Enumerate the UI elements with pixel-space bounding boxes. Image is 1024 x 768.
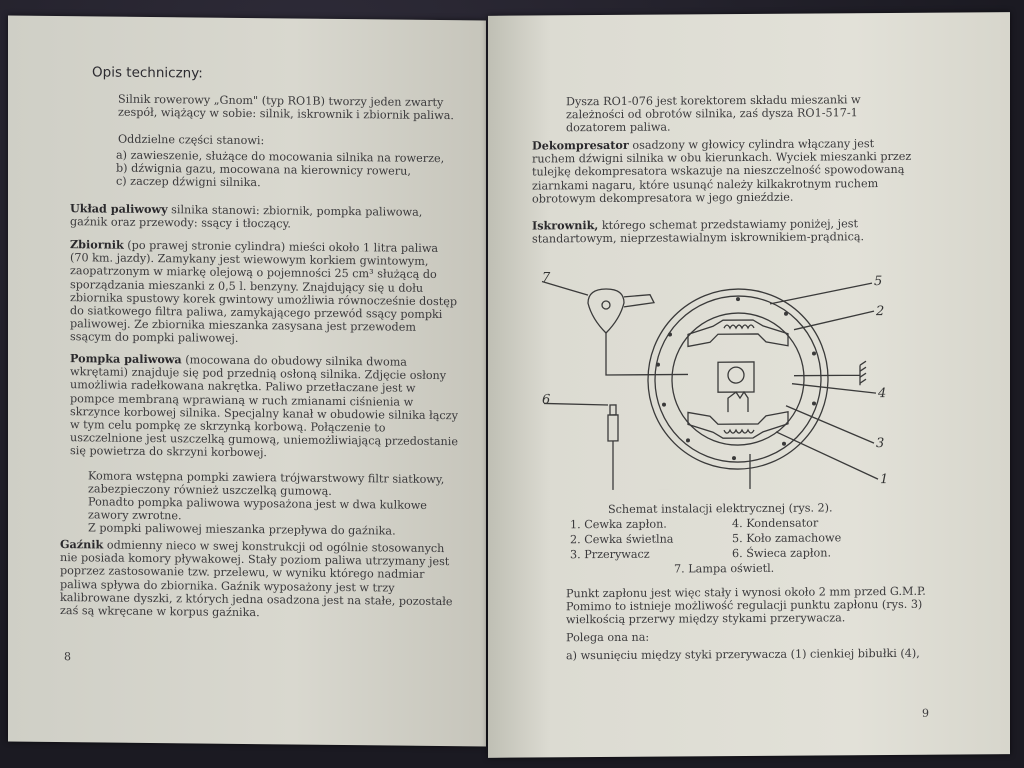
carburetor-text: odmienny nieco w swej konstrukcji od ogólnie stosowanych nie posiada komory pływakowej. Stały poziom paliwa utrzymany jest poprzez zastosowanie tzw. przelewu, w wyniku którego nadmiar paliwa spływa do zbiornika. Gaźnik wyposażony jest w trzy kalibrowane dyszki, z których jedna osadzona jest na stałe, pozostałe zaś są wkręcane w korpus gaźnika.: [60, 538, 453, 620]
page-heading: Opis techniczny:: [92, 64, 203, 82]
ground-symbol: [860, 361, 866, 383]
flywheel-outer: [648, 288, 828, 469]
pump-paragraph: [70, 352, 460, 462]
wiring-diagram: [538, 253, 918, 491]
leader-5: [770, 283, 872, 304]
legend-item: 4. Kondensator: [732, 516, 819, 531]
legend-item: 3. Przerywacz: [570, 547, 650, 562]
fuel-system-paragraph: [70, 202, 460, 232]
leader-6: [544, 403, 608, 405]
upper-coil-winding: [724, 325, 754, 328]
pump-term: Pompka paliwowa: [70, 351, 182, 367]
diagram-label-1: 1: [880, 472, 889, 488]
legend-item: 7. Lampa oświetl.: [674, 561, 775, 576]
left-page: [8, 15, 486, 746]
magneto-paragraph: [532, 217, 922, 246]
diagram-label-4: 4: [878, 386, 887, 402]
diagram-label-6: 6: [542, 392, 551, 408]
cam-shaft: [728, 367, 744, 383]
method-a: a) wsunięciu między styki przerywacza (1) cienkiej bibułki (4),: [566, 646, 920, 663]
tank-paragraph: [70, 238, 460, 348]
legend-item: 6. Świeca zapłon.: [732, 546, 832, 561]
pump-text: (mocowana do obudowy silnika dwoma wkrętami) znajduje się pod przednią osłoną silnika. Zdjęcie osłony umożliwia radełkowana nakrętka. Paliwo przetłaczane jest w pompce membraną wprawianą w ruch zmianami ciśnienia w skrzynce korbowej silnika. Specjalny kanał w obudowie silnika łączy w tym celu pompkę ze skrzynką korbową. Połączenie to uszczelnione jest uszczelką gumową, uniemożliwiającą przedostanie się powietrza do skrzyni korbowej.: [70, 353, 458, 460]
pump-flow-text: Z pompki paliwowej mieszanka przepływa do gaźnika.: [88, 521, 396, 538]
page-number-left: 8: [64, 650, 71, 664]
page-number-right: 9: [922, 706, 929, 720]
right-page: [488, 12, 1010, 758]
legend-item: 5. Koło zamachowe: [732, 531, 842, 546]
legend-item: 1. Cewka zapłon.: [570, 517, 667, 532]
magneto-term: Iskrownik,: [532, 218, 599, 233]
lamp-bracket: [624, 295, 654, 307]
list-item: b) dźwignia gazu, mocowana na kierownicy roweru,: [116, 161, 411, 178]
tank-text: (po prawej stronie cylindra) mieści około 1 litra paliwa (70 km. jazdy). Zamykany jest wiewowym korkiem gwintowym, zaopatrzonym w miarkę olejową o pojemności 25 cm³ służącą do sporządzania mieszanki z 0,5 l. benzyny. Znajdujący się u dołu zbiornika spustowy korek gwintowy umożliwia równocześnie dostęp do siatkowego filtra paliwa, zamykającego przewód ssący pompki paliwowej. Ze zbiornika mieszanka zasysana jest przewodem ssącym do pompki paliwowej.: [70, 238, 458, 346]
carburetor-paragraph: [60, 538, 456, 621]
diagram-label-5: 5: [874, 274, 883, 290]
intro-paragraph: Silnik rowerowy „Gnom" (typ RO1B) tworzy jeden zwarty zespół, wiążący w sobie: silnik, iskrownik i zbiornik paliwa.: [118, 92, 454, 123]
parts-list: [116, 149, 466, 192]
spark-plug-tip: [610, 405, 616, 415]
method-intro: Polega ona na:: [566, 630, 650, 645]
diagram-label-3: 3: [876, 436, 885, 452]
jet-paragraph: Dysza RO1-076 jest korektorem składu mieszanki w zależności od obrotów silnika, zaś dysza RO1-517-1 dozatorem paliwa.: [566, 93, 861, 135]
parts-intro: Oddzielne części stanowi:: [118, 132, 265, 148]
fuel-system-term: Układ paliwowy: [70, 201, 168, 217]
decompressor-paragraph: [532, 137, 920, 206]
legend-item: 2. Cewka świetlna: [570, 532, 674, 547]
list-item: a) zawieszenie, służące do mocowania silnika na rowerze,: [116, 148, 445, 166]
diagram-caption: Schemat instalacji elektrycznej (rys. 2).: [608, 501, 833, 516]
spark-plug-body: [608, 415, 618, 441]
leader-3: [786, 405, 874, 444]
diagram-label-7: 7: [542, 270, 551, 286]
tank-term: Zbiornik: [70, 237, 124, 252]
fuel-system-text: silnika stanowi: zbiornik, pompka paliwowa, gaźnik oraz przewody: ssący i tłoczący.: [70, 203, 423, 231]
pump-valve-text: Ponadto pompka paliwowa wyposażona jest w dwa kulkowe zawory zwrotne.: [88, 495, 427, 523]
diagram-label-2: 2: [876, 304, 885, 320]
decompressor-text: osadzony w głowicy cylindra włączany jest ruchem dźwigni silnika w obu kierunkach. Wyciek mieszanki przez tulejkę dekompresatora wskazuje na nieszczelność spowodowaną ziarnkami nagaru, które usunąć należy kilkakrotnym ruchem obrotowym dekompresatora w jego gnieździe.: [532, 137, 912, 206]
decompressor-term: Dekompresator: [532, 137, 629, 153]
carburetor-term: Gaźnik: [60, 537, 104, 552]
list-item: c) zaczep dźwigni silnika.: [116, 175, 261, 190]
lamp-body: [588, 289, 624, 333]
breaker-spring: [728, 392, 748, 412]
lamp-wire: [606, 332, 688, 375]
spark-plug-wire: [613, 440, 750, 490]
lower-coil-winding: [724, 430, 754, 433]
flywheel-rivets: [656, 297, 816, 461]
leader-4: [792, 383, 876, 394]
magneto-text: którego schemat przedstawiamy poniżej, jest standartowym, nieprzestawialnym iskrownikiem-prądnicą.: [532, 217, 865, 246]
ignition-paragraph: Punkt zapłonu jest więc stały i wynosi około 2 mm przed G.M.P. Pomimo to istnieje możliwość regulacji punktu zapłonu (rys. 3) wielkością przerwy między stykami przerywacza.: [566, 584, 926, 627]
lamp-bulb: [602, 301, 610, 309]
pump-filter-text: Komora wstępna pompki zawiera trójwarstwowy filtr siatkowy, zabezpieczony również uszczelką gumową.: [88, 469, 445, 499]
